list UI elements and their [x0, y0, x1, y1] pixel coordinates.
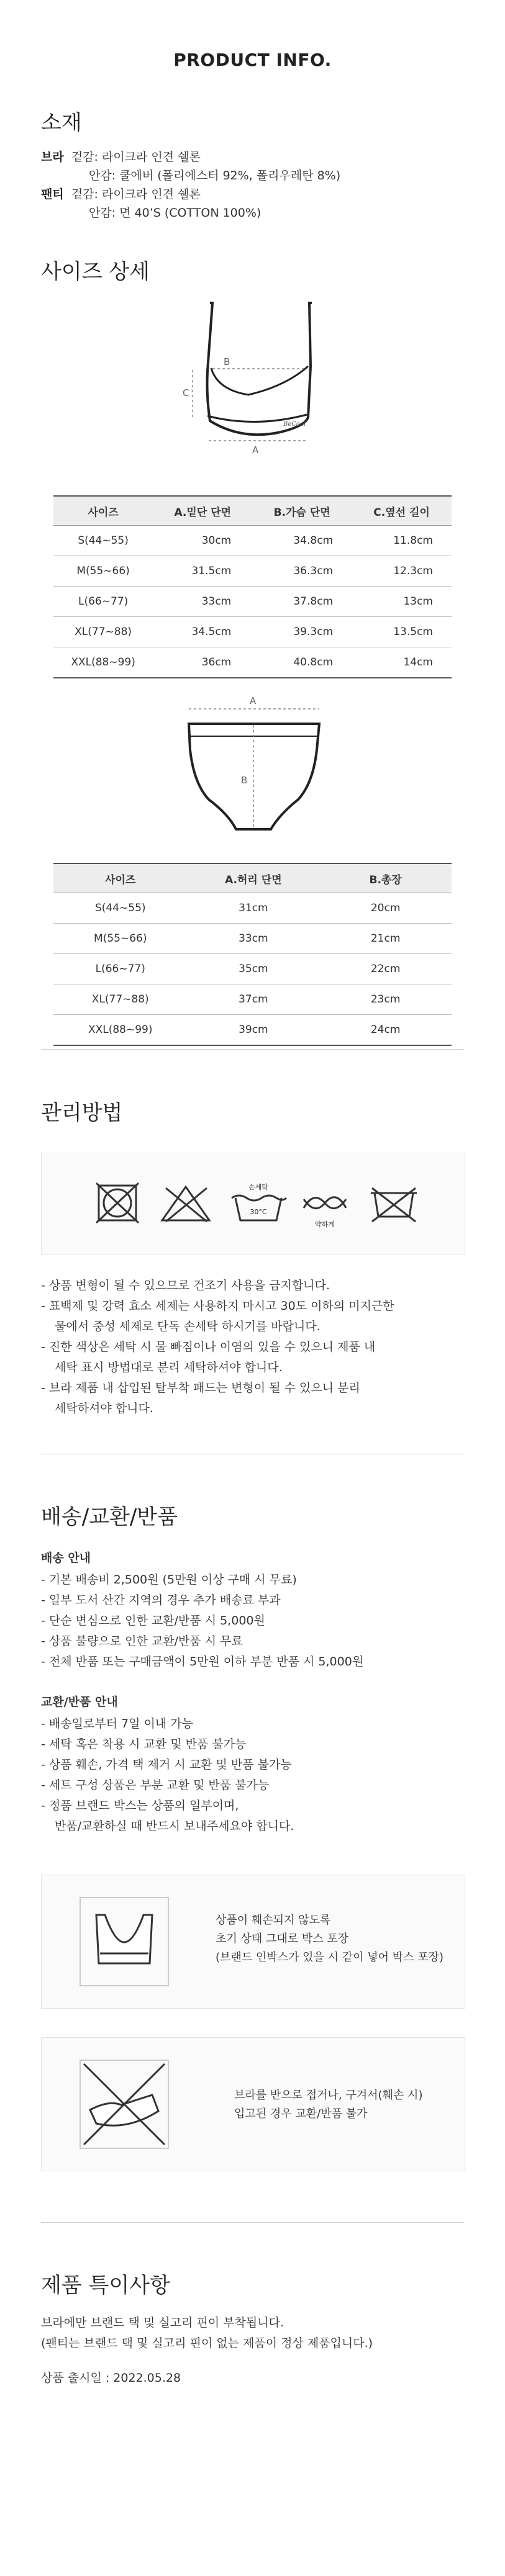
bra-diagram — [143, 297, 373, 483]
table-row — [53, 647, 452, 678]
wring-gently-icon — [304, 1197, 346, 1228]
table-cell: XXL(88~99) — [53, 647, 153, 678]
table-row — [53, 984, 452, 1015]
material-title: 소재 — [41, 110, 82, 135]
table-header-row — [53, 863, 452, 893]
panty-outer: 팬티 겉감: 라이크라 인견 쉘론 — [41, 187, 201, 201]
table-header-cell: A.밑단 단면 — [153, 496, 252, 526]
wring-label: 약하게 — [315, 1220, 335, 1228]
table-cell: 21cm — [319, 924, 452, 954]
delivery-line: - 전체 반품 또는 구매금액이 5만원 이하 부분 반품 시 5,000원 — [41, 1655, 364, 1669]
table-cell: 30cm — [153, 526, 252, 556]
table-cell: 22cm — [319, 954, 452, 984]
table-row — [53, 556, 452, 587]
table-cell: 31.5cm — [153, 556, 252, 587]
table-cell: 40.8cm — [252, 647, 352, 678]
table-cell: L(66~77) — [53, 954, 187, 984]
no-dry-clean-icon — [371, 1188, 417, 1222]
table-cell: 33cm — [153, 587, 252, 617]
bra-outer: 브라 겉감: 라이크라 인견 쉘론 — [41, 150, 201, 164]
table-cell: 14cm — [352, 647, 452, 678]
table-row — [53, 617, 452, 647]
notice-line: 초기 상태 그대로 박스 포장 — [216, 1932, 349, 1945]
table-cell: XXL(88~99) — [53, 1015, 187, 1046]
table-cell: 36cm — [153, 647, 252, 678]
table-cell: 23cm — [319, 984, 452, 1015]
table-cell: 37.8cm — [252, 587, 352, 617]
table-cell: 33cm — [187, 924, 319, 954]
table-header-cell: B.총장 — [319, 863, 452, 893]
bra-label-c: C — [183, 387, 189, 399]
delivery-line: - 기본 배송비 2,500원 (5만원 이상 구매 시 무료) — [41, 1573, 297, 1587]
table-cell: 13cm — [352, 587, 452, 617]
table-cell: 12.3cm — [352, 556, 452, 587]
table-row — [53, 526, 452, 556]
bra-label-a: A — [252, 444, 259, 456]
divider — [41, 1049, 464, 1050]
table-header-row — [53, 496, 452, 526]
panty-inner: 안감: 면 40’S (COTTON 100%) — [89, 206, 262, 220]
table-cell: XL(77~88) — [53, 617, 153, 647]
release-date: 상품 출시일 : 2022.05.28 — [41, 2371, 181, 2385]
delivery-line: - 일부 도서 산간 지역의 경우 추가 배송료 부과 — [41, 1593, 281, 1607]
bra-in-box-icon — [71, 1889, 177, 1994]
care-line: 물에서 중성 세제로 단독 손세탁 하시기를 바랍니다. — [55, 1320, 321, 1333]
care-line: 세탁하셔야 합니다. — [55, 1402, 153, 1415]
table-cell: 37cm — [187, 984, 319, 1015]
care-icons — [42, 1153, 465, 1254]
no-tumble-dry-icon — [96, 1183, 139, 1223]
bra-logo: BeCool — [283, 421, 306, 428]
special-line: 브라에만 브랜드 택 및 실고리 핀이 부착됩니다. — [41, 2316, 284, 2330]
table-cell: 35cm — [187, 954, 319, 984]
delivery-line: - 상품 불량으로 인한 교환/반품 시 무료 — [41, 1634, 243, 1648]
bra-size-table — [53, 495, 452, 678]
no-bleach-icon — [162, 1187, 209, 1222]
exchange-line: - 세탁 혹은 착용 시 교환 및 반품 불가능 — [41, 1737, 247, 1751]
care-line: - 표백제 및 강력 효소 세제는 사용하지 마시고 30도 이하의 미지근한 — [41, 1299, 394, 1313]
table-row — [53, 1015, 452, 1046]
exchange-line: - 배송일로부터 7일 이내 가능 — [41, 1717, 193, 1731]
table-cell: M(55~66) — [53, 924, 187, 954]
folding-notice-box — [41, 2037, 465, 2171]
table-cell: M(55~66) — [53, 556, 153, 587]
notice-line: 상품이 훼손되지 않도록 — [216, 1914, 331, 1927]
table-cell: 11.8cm — [352, 526, 452, 556]
exchange-title: 교환/반품 안내 — [41, 1695, 118, 1709]
table-cell: 31cm — [187, 893, 319, 924]
exchange-line: - 세트 구성 상품은 부분 교환 및 반품 불가능 — [41, 1778, 270, 1792]
hand-wash-icon — [232, 1182, 286, 1220]
table-cell: 34.5cm — [153, 617, 252, 647]
table-cell: 34.8cm — [252, 526, 352, 556]
table-row — [53, 924, 452, 954]
table-cell: 39cm — [187, 1015, 319, 1046]
care-icons-box — [41, 1153, 465, 1254]
care-line: - 진한 색상은 세탁 시 물 빠짐이나 이염의 있을 수 있으니 제품 내 — [41, 1340, 376, 1354]
table-header-cell: C.옆선 길이 — [352, 496, 452, 526]
delivery-title: 배송 안내 — [41, 1551, 91, 1565]
care-line: - 브라 제품 내 삽입된 탈부착 패드는 변형이 될 수 있으니 분리 — [41, 1381, 360, 1395]
packing-notice-box — [41, 1875, 465, 2009]
notice-line: 브라를 반으로 접거나, 구겨서(훼손 시) — [234, 2089, 423, 2102]
special-line: (팬티는 브랜드 택 및 실고리 핀이 없는 제품이 정상 제품입니다.) — [41, 2336, 373, 2350]
table-cell: 36.3cm — [252, 556, 352, 587]
table-header-cell: A.허리 단면 — [187, 863, 319, 893]
panty-label: 팬티 — [41, 187, 64, 201]
table-row — [53, 587, 452, 617]
notice-line: (브랜드 인박스가 있을 시 같이 넣어 박스 포장) — [216, 1951, 444, 1964]
notice-line: 입고된 경우 교환/반품 불가 — [234, 2107, 368, 2120]
table-cell: 20cm — [319, 893, 452, 924]
table-row — [53, 954, 452, 984]
table-header-cell: 사이즈 — [53, 863, 187, 893]
table-cell: XL(77~88) — [53, 984, 187, 1015]
exchange-line: - 상품 훼손, 가격 택 제거 시 교환 및 반품 불가능 — [41, 1758, 292, 1772]
panty-diagram — [149, 690, 360, 839]
table-cell: S(44~55) — [53, 893, 187, 924]
divider — [41, 2222, 464, 2223]
exchange-line: 반품/교환하실 때 반드시 보내주세요야 합니다. — [55, 1819, 294, 1833]
panty-label-b: B — [241, 775, 248, 786]
table-header-cell: 사이즈 — [53, 496, 153, 526]
panty-label-a: A — [250, 695, 257, 706]
delivery-line: - 단순 변심으로 인한 교환/반품 시 5,000원 — [41, 1614, 265, 1628]
shipping-title: 배송/교환/반품 — [41, 1505, 178, 1529]
table-cell: S(44~55) — [53, 526, 153, 556]
table-cell: 39.3cm — [252, 617, 352, 647]
exchange-line: - 정품 브랜드 박스는 상품의 일부이며, — [41, 1799, 239, 1813]
hand-wash-label: 손세탁 — [248, 1183, 268, 1191]
hand-wash-temp: 30°C — [250, 1208, 267, 1216]
table-row — [53, 893, 452, 924]
bra-label: 브라 — [41, 150, 64, 164]
no-fold-icon — [71, 2051, 177, 2157]
table-cell: L(66~77) — [53, 587, 153, 617]
table-cell: 13.5cm — [352, 617, 452, 647]
care-title: 관리방법 — [41, 1101, 123, 1125]
bra-inner: 안감: 쿨에버 (폴리에스터 92%, 폴리우레탄 8%) — [89, 169, 341, 182]
panty-size-table — [53, 863, 452, 1046]
page-title: PRODUCT INFO. — [173, 50, 332, 70]
bra-label-b: B — [224, 356, 230, 367]
care-line: 세탁 표시 방법대로 분리 세탁하셔야 합니다. — [55, 1361, 283, 1374]
sizes-title: 사이즈 상세 — [41, 259, 150, 284]
care-line: - 상품 변형이 될 수 있으므로 건조기 사용을 금지합니다. — [41, 1279, 330, 1292]
table-cell: 24cm — [319, 1015, 452, 1046]
special-title: 제품 특이사항 — [41, 2273, 170, 2298]
table-header-cell: B.가슴 단면 — [252, 496, 352, 526]
